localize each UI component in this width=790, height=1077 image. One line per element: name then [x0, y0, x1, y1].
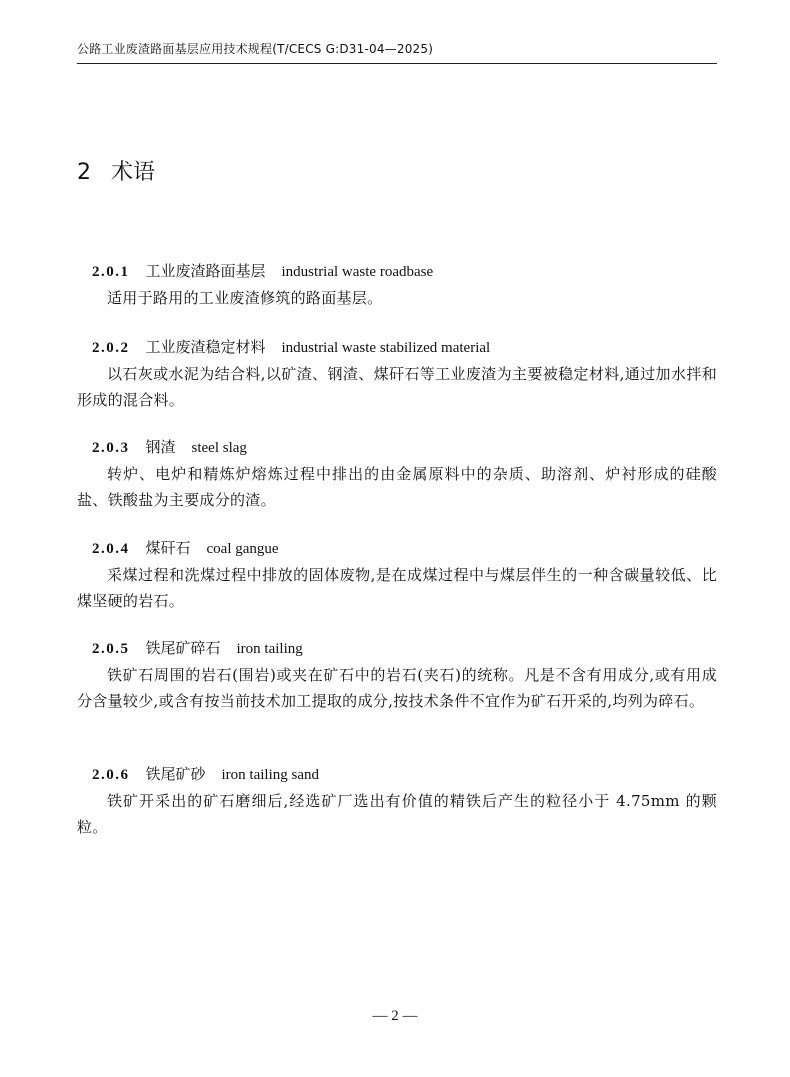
chapter-name: 术语 [111, 160, 156, 185]
term-entry [77, 535, 717, 614]
term-english: coal gangue [206, 541, 279, 557]
term-definition: 转炉、电炉和精炼炉熔炼过程中排出的由金属原料中的杂质、助溶剂、炉衬形成的硅酸盐、铁酸盐为主要成分的渣。 [77, 465, 717, 509]
term-chinese: 铁尾矿砂 [145, 765, 206, 783]
running-header: 公路工业废渣路面基层应用技术规程(T/CECS G:D31-04—2025) [77, 42, 434, 56]
term-number: 2.0.3 [92, 440, 130, 456]
term-entry [77, 635, 717, 714]
term-number: 2.0.5 [92, 641, 130, 657]
term-definition: 适用于路用的工业废渣修筑的路面基层。 [107, 289, 383, 307]
term-definition: 以石灰或水泥为结合料,以矿渣、钢渣、煤矸石等工业废渣为主要被稳定材料,通过加水拌和形成的混合料。 [77, 365, 717, 409]
term-entry [77, 258, 717, 311]
chapter-number: 2 [77, 160, 91, 185]
term-number: 2.0.2 [92, 340, 130, 356]
header-rule [77, 63, 717, 64]
term-heading [92, 535, 717, 562]
term-chinese: 工业废渣稳定材料 [145, 338, 266, 356]
term-heading [92, 761, 717, 788]
term-english: industrial waste roadbase [281, 264, 434, 280]
term-definition: 铁矿开采出的矿石磨细后,经选矿厂选出有价值的精铁后产生的粒径小于 4.75mm 的颗粒。 [77, 792, 717, 836]
term-english: steel slag [191, 440, 247, 456]
term-entry [77, 334, 717, 413]
term-chinese: 铁尾矿碎石 [145, 639, 221, 657]
term-chinese: 煤矸石 [145, 539, 191, 557]
term-english: iron tailing [236, 641, 303, 657]
page-number: — 2 — [372, 1008, 418, 1024]
term-chinese: 钢渣 [145, 438, 176, 456]
term-english: iron tailing sand [221, 767, 320, 783]
term-english: industrial waste stabilized material [281, 340, 491, 356]
term-chinese: 工业废渣路面基层 [145, 262, 266, 280]
term-heading [92, 434, 717, 461]
term-definition: 采煤过程和洗煤过程中排放的固体废物,是在成煤过程中与煤层伴生的一种含碳量较低、比煤坚硬的岩石。 [77, 566, 717, 610]
term-heading [92, 334, 717, 361]
term-entry [77, 434, 717, 513]
term-entry [77, 761, 717, 840]
chapter-title [77, 155, 155, 186]
term-heading [92, 635, 717, 662]
term-number: 2.0.6 [92, 767, 130, 783]
term-number: 2.0.4 [92, 541, 130, 557]
term-number: 2.0.1 [92, 264, 130, 280]
term-definition: 铁矿石周围的岩石(围岩)或夹在矿石中的岩石(夹石)的统称。凡是不含有用成分,或有用成分含量较少,或含有按当前技术加工提取的成分,按技术条件不宜作为矿石开采的,均列为碎石。 [77, 666, 717, 710]
term-heading [92, 258, 717, 285]
